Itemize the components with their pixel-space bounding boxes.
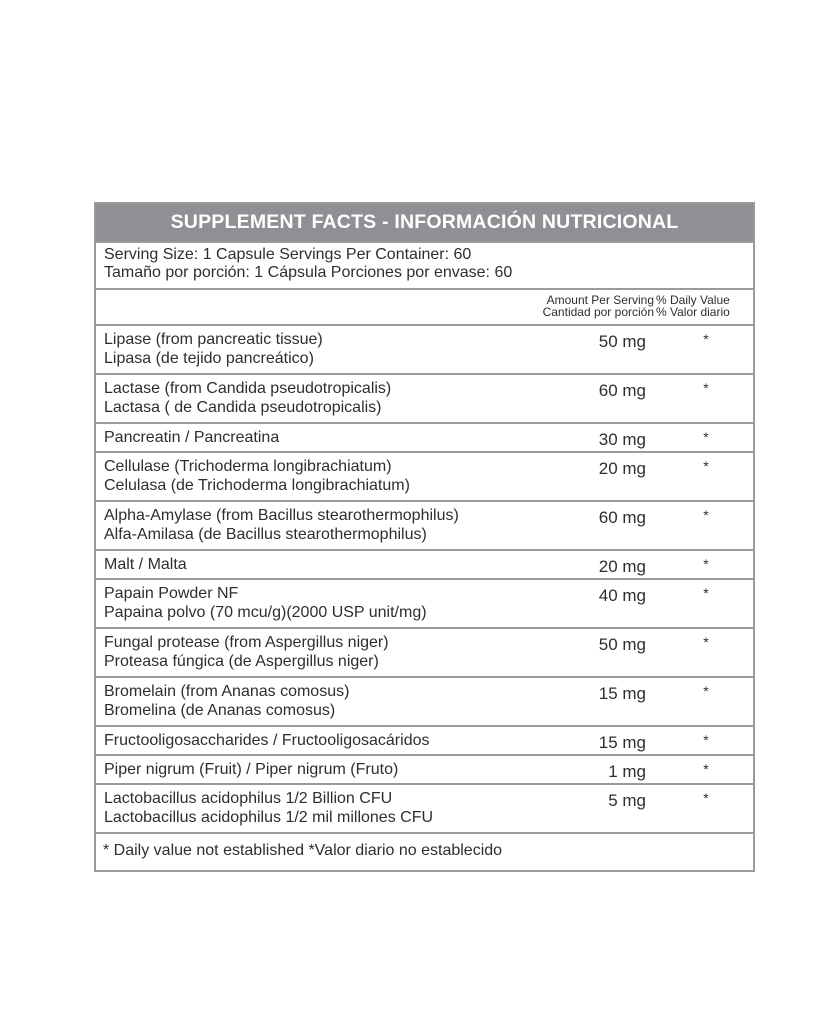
nutrient-amount: 20 mg	[598, 557, 646, 576]
nutrient-name-en: Bromelain (from Ananas comosus)	[104, 683, 350, 700]
nutrient-row	[96, 453, 753, 502]
nutrient-row	[96, 678, 753, 727]
amount-column-header	[532, 294, 654, 318]
nutrient-daily-value: *	[703, 380, 709, 396]
nutrient-daily-value: *	[703, 683, 709, 699]
nutrient-name-en: Lactase (from Candida pseudotropicalis)	[104, 380, 392, 397]
nutrient-daily-value: *	[703, 458, 709, 474]
column-headers	[96, 290, 753, 326]
nutrient-name	[104, 682, 524, 720]
dv-header-en: % Daily Value	[656, 293, 730, 307]
serving-info	[96, 243, 753, 290]
nutrient-daily-value: *	[703, 761, 709, 777]
nutrient-name-en: Malt / Malta	[104, 556, 187, 573]
nutrient-amount: 50 mg	[598, 332, 646, 351]
nutrient-name-es: Papaina polvo (70 mcu/g)(2000 USP unit/mg)	[104, 604, 427, 621]
nutrient-name-en: Pancreatin / Pancreatina	[104, 429, 280, 446]
nutrient-daily-value: *	[703, 507, 709, 523]
nutrient-name	[104, 584, 524, 622]
footnote: * Daily value not established *Valor diario no establecido	[103, 842, 503, 859]
nutrient-name	[104, 555, 524, 574]
nutrient-name-en: Lactobacillus acidophilus 1/2 Billion CFU	[104, 790, 393, 807]
nutrient-name	[104, 379, 524, 417]
nutrient-row	[96, 580, 753, 629]
nutrient-name-es: Lipasa (de tejido pancreático)	[104, 350, 314, 367]
nutrient-name-en: Fungal protease (from Aspergillus niger)	[104, 634, 389, 651]
nutrient-name-es: Lactasa ( de Candida pseudotropicalis)	[104, 399, 382, 416]
nutrient-amount: 15 mg	[598, 733, 646, 752]
nutrient-name-en: Alpha-Amylase (from Bacillus stearothermophilus)	[104, 507, 459, 524]
nutrient-amount: 60 mg	[598, 508, 646, 527]
nutrient-daily-value: *	[703, 732, 709, 748]
nutrient-name-es: Proteasa fúngica (de Aspergillus niger)	[104, 653, 379, 670]
panel-title: SUPPLEMENT FACTS - INFORMACIÓN NUTRICIONAL	[96, 204, 753, 243]
nutrient-amount: 15 mg	[598, 684, 646, 703]
nutrient-daily-value: *	[703, 556, 709, 572]
nutrient-daily-value: *	[703, 331, 709, 347]
nutrient-name-es: Bromelina (de Ananas comosus)	[104, 702, 336, 719]
nutrient-daily-value: *	[703, 429, 709, 445]
amount-header-es: Cantidad por porción	[542, 305, 654, 319]
serving-line-es: Tamaño por porción: 1 Cápsula Porciones por envase: 60	[104, 264, 513, 281]
nutrient-name-es: Celulasa (de Trichoderma longibrachiatum)	[104, 477, 410, 494]
nutrient-daily-value: *	[703, 634, 709, 650]
nutrient-row	[96, 629, 753, 678]
nutrient-name-en: Piper nigrum (Fruit) / Piper nigrum (Fruto)	[104, 761, 399, 778]
nutrient-daily-value: *	[703, 585, 709, 601]
nutrient-name	[104, 633, 524, 671]
nutrient-amount: 60 mg	[598, 381, 646, 400]
nutrient-row	[96, 424, 753, 453]
serving-line-en: Serving Size: 1 Capsule Servings Per Container: 60	[104, 246, 472, 263]
nutrient-amount: 5 mg	[608, 791, 646, 810]
nutrient-name	[104, 428, 524, 447]
nutrient-name	[104, 506, 524, 544]
nutrient-amount: 1 mg	[608, 762, 646, 781]
nutrient-name	[104, 760, 524, 779]
dv-header-es: % Valor diario	[656, 305, 730, 319]
nutrient-name-en: Lipase (from pancreatic tissue)	[104, 331, 323, 348]
nutrient-amount: 40 mg	[598, 586, 646, 605]
nutrient-daily-value: *	[703, 790, 709, 806]
amount-header-en: Amount Per Serving	[546, 293, 654, 307]
nutrient-row	[96, 551, 753, 580]
daily-value-column-header	[656, 294, 751, 318]
nutrient-row	[96, 326, 753, 375]
nutrient-row	[96, 502, 753, 551]
nutrient-name	[104, 789, 524, 827]
nutrient-name-en: Cellulase (Trichoderma longibrachiatum)	[104, 458, 392, 475]
nutrient-name-en: Fructooligosaccharides / Fructooligosacáridos	[104, 732, 430, 749]
nutrient-name-es: Lactobacillus acidophilus 1/2 mil millones CFU	[104, 809, 434, 826]
nutrient-amount: 50 mg	[598, 635, 646, 654]
nutrient-row	[96, 375, 753, 424]
nutrient-name	[104, 330, 524, 368]
nutrient-row	[96, 756, 753, 785]
nutrient-row	[96, 785, 753, 834]
nutrient-row	[96, 727, 753, 756]
nutrient-name	[104, 731, 524, 750]
nutrient-name	[104, 457, 524, 495]
supplement-facts-panel	[94, 202, 755, 872]
nutrient-amount: 30 mg	[598, 430, 646, 449]
nutrient-amount: 20 mg	[598, 459, 646, 478]
nutrient-name-es: Alfa-Amilasa (de Bacillus stearothermophilus)	[104, 526, 427, 543]
nutrient-name-en: Papain Powder NF	[104, 585, 239, 602]
